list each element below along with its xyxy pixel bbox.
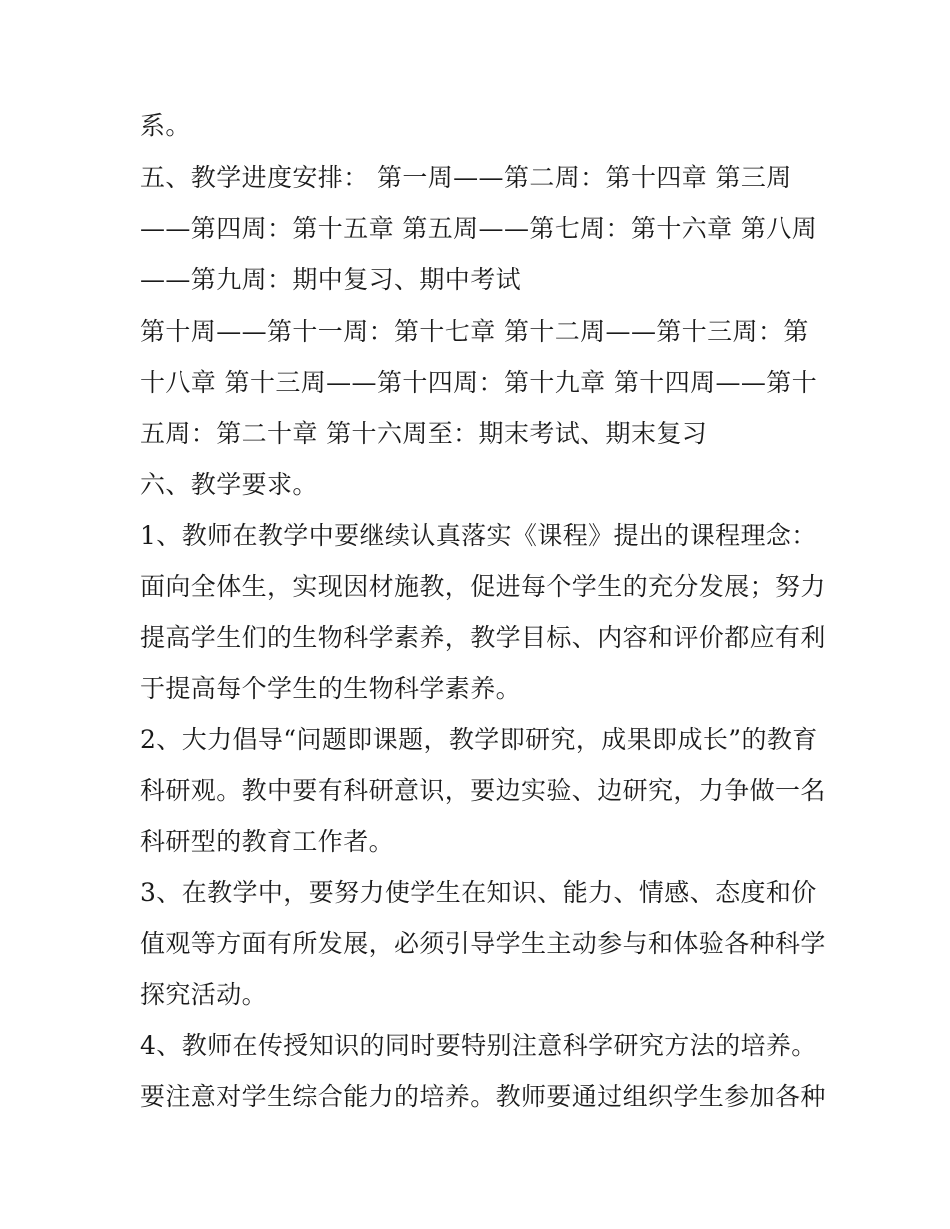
text-line: 值观等方面有所发展，必须引导学生主动参与和体验各种科学 (140, 929, 826, 958)
text-line: 科研观。教中要有科研意识，要边实验、边研究，力争做一名 (140, 776, 826, 805)
text-line: 提高学生们的生物科学素养，教学目标、内容和评价都应有利 (140, 623, 826, 652)
text-line: 3、在教学中，要努力使学生在知识、能力、情感、态度和价 (140, 878, 817, 907)
text-line: ——第九周：期中复习、期中考试 (140, 265, 522, 294)
text-line: 六、教学要求。 (140, 470, 318, 499)
text-line: 2、大力倡导“问题即课题，教学即研究，成果即成长”的教育 (140, 725, 818, 754)
text-line: 系。 (140, 111, 191, 140)
text-line: 第十周——第十一周：第十七章 第十二周——第十三周：第 (140, 317, 809, 346)
text-line: 五、教学进度安排： 第一周——第二周：第十四章 第三周 (140, 163, 792, 192)
text-line: 探究活动。 (140, 980, 268, 1009)
text-line: 面向全体生，实现因材施教，促进每个学生的充分发展；努力 (140, 572, 826, 601)
text-line: 于提高每个学生的生物科学素养。 (140, 674, 522, 703)
text-line: ——第四周：第十五章 第五周——第七周：第十六章 第八周 (140, 214, 818, 243)
text-line: 科研型的教育工作者。 (140, 827, 395, 856)
text-line: 4、教师在传授知识的同时要特别注意科学研究方法的培养。 (140, 1031, 817, 1060)
text-line: 1、教师在教学中要继续认真落实《课程》提出的课程理念： (140, 521, 817, 550)
text-line: 五周：第二十章 第十六周至：期末考试、期末复习 (140, 419, 708, 448)
text-line: 要注意对学生综合能力的培养。教师要通过组织学生参加各种 (140, 1082, 826, 1111)
text-line: 十八章 第十三周——第十四周：第十九章 第十四周——第十 (140, 368, 818, 397)
